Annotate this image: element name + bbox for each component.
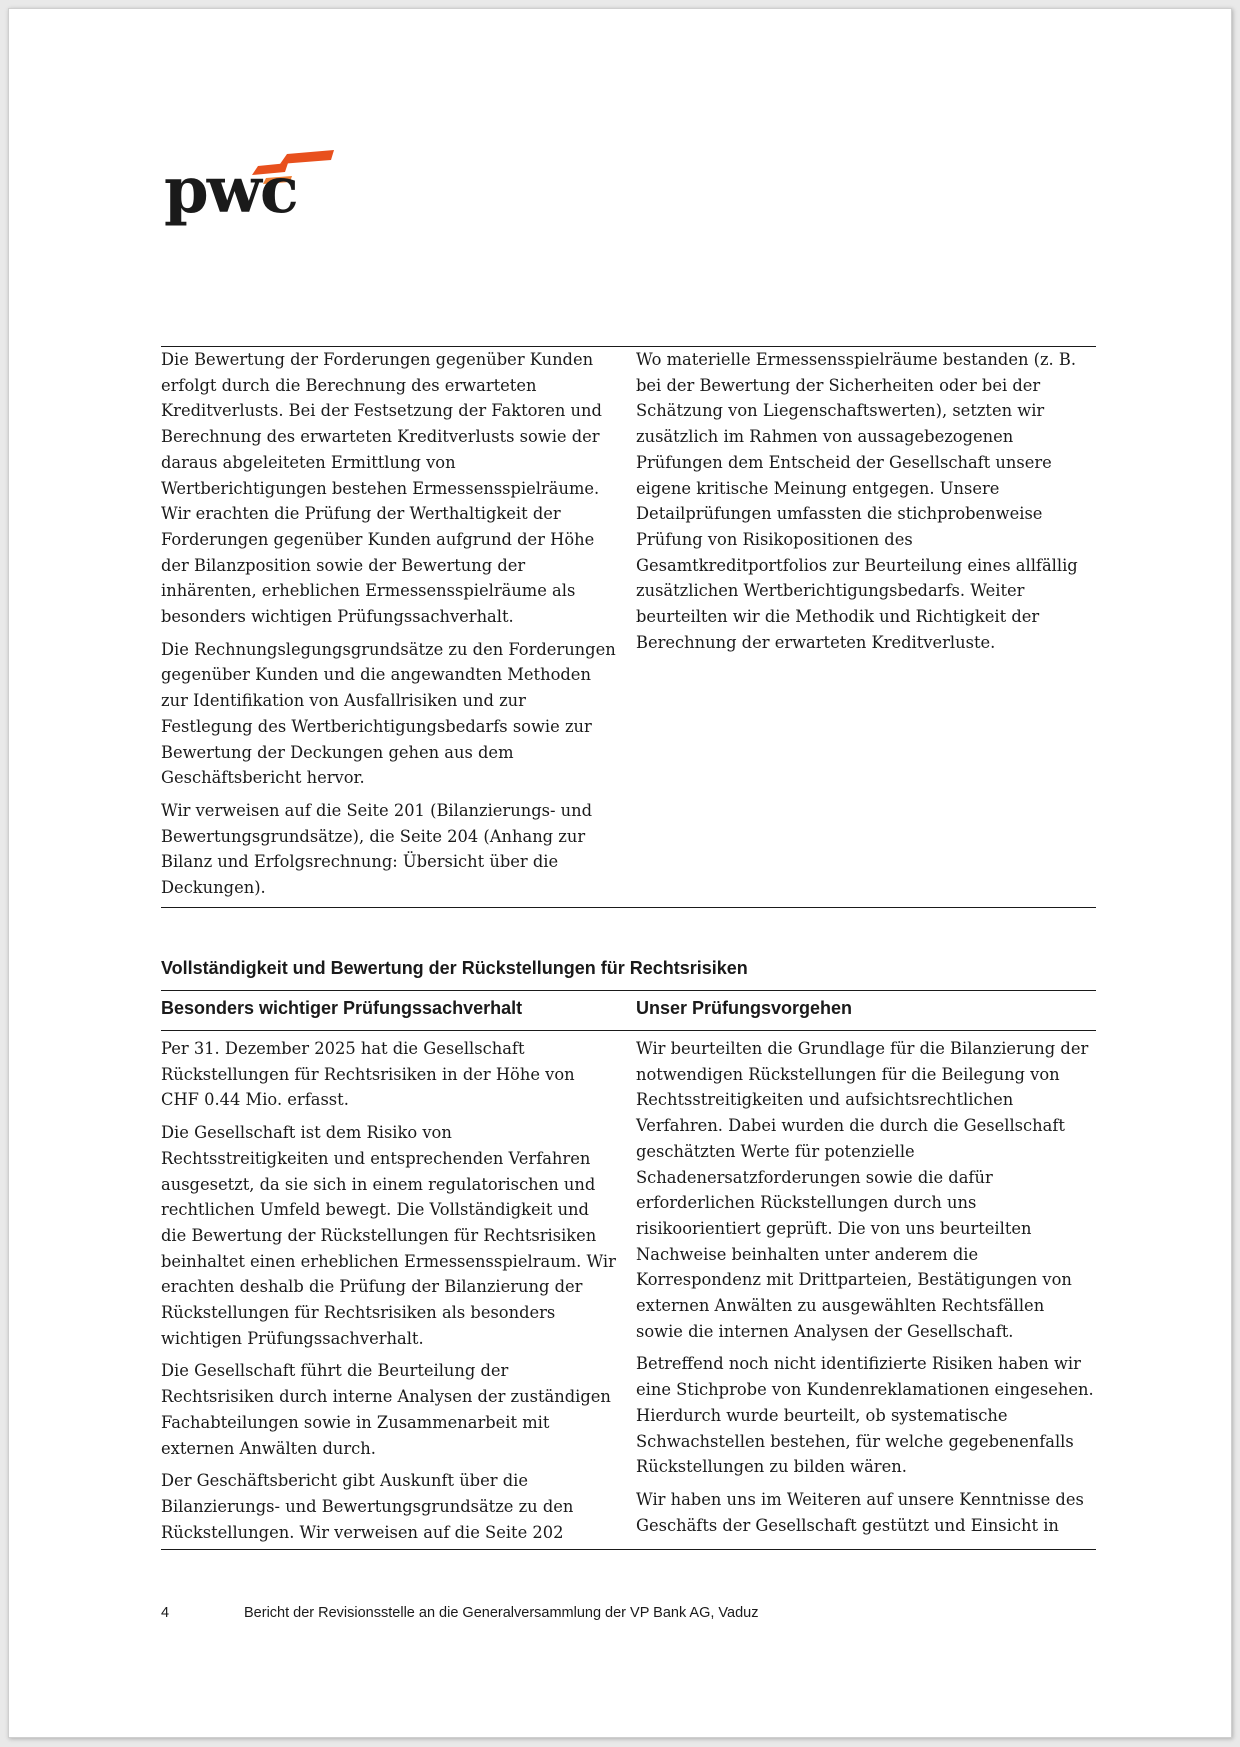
left-column-header: Besonders wichtiger Prüfungssachverhalt [161,998,523,1018]
page-number: 4 [161,1605,170,1621]
paragraph: Wir haben uns im Weiteren auf unsere Kenntnisse des Geschäfts der Gesellschaft gestützt und Einsicht in [636,1489,1084,1535]
column-headers [161,998,1096,1019]
section2-bottom-rule [161,1549,1096,1550]
paragraph: Die Rechnungslegungsgrundsätze zu den Forderungen gegenüber Kunden und die angewandten Methoden zur Identifikation von Ausfallrisiken und zur Festlegung des Wertberichtigungsbedarfs sowie zur Bewertung der Deckungen gehen aus dem Geschäftsbericht hervor. [161,639,616,788]
section1-bottom-rule [161,907,1096,908]
section-receivables [161,347,1096,908]
paragraph: Der Geschäftsbericht gibt Auskunft über die Bilanzierungs- und Bewertungsgrundsätze zu den Rückstellungen. Wir verweisen auf die Seite 202 [161,1471,574,1542]
right-column-header: Unser Prüfungsvorgehen [636,998,853,1018]
paragraph: Wir verweisen auf die Seite 201 (Bilanzierungs- und Bewertungsgrundsätze), die Seite 204 (Anhang zur Bilanz und Erfolgsrechnung: Übersicht über die Deckungen). [161,800,593,898]
title-rule [161,990,1096,991]
pwc-logo [164,148,334,238]
paragraph: Wo materielle Ermessensspielräume bestanden (z. B. bei der Bewertung der Sicherheiten oder bei der Schätzung von Liegenschaftswerten), setzten wir zusätzlich im Rahmen von aussagebezogenen Prüfungen dem Entscheid der Gesellschaft unsere eigene kritische Meinung entgegen. Unsere Detailprüfungen umfassten die stichprobenweise Prüfung von Risikopositionen des Gesamtkreditportfolios zur Beurteilung eines allfällig zusätzlichen Wertberichtigungsbedarfs. Weiter beurteilten wir die Methodik und Richtigkeit der Berechnung der erwarteten Kreditverluste. [636,350,1078,652]
pwc-logo-graphic [164,148,334,238]
footer-text: Bericht der Revisionsstelle an die Generalversammlung der VP Bank AG, Vaduz [244,1605,759,1621]
section-title: Vollständigkeit und Bewertung der Rückstellungen für Rechtsrisiken [161,958,748,978]
paragraph: Die Bewertung der Forderungen gegenüber Kunden erfolgt durch die Berechnung des erwarteten Kreditverlusts. Bei der Festsetzung der Faktoren und Berechnung des erwarteten Kreditverlusts sowie der daraus abgeleiteten Ermittlung von Wertberichtigungen bestehen Ermessensspielräume. Wir erachten die Prüfung der Werthaltigkeit der Forderungen gegenüber Kunden aufgrund der Höhe der Bilanzposition sowie der Bewertung der inhärenten, erheblichen Ermessensspielräume als besonders wichtigen Prüfungssachverhalt. [161,350,602,627]
header-rule [161,1030,1096,1031]
paragraph: Betreffend noch nicht identifizierte Risiken haben wir eine Stichprobe von Kundenreklamationen eingesehen. Hierdurch wurde beurteilt, ob systematische Schwachstellen bestehen, für welche gegebenenfalls Rückstellungen zu bilden wären. [636,1354,1094,1477]
section2-right-column [636,1036,1096,1552]
section1-right-column [636,347,1096,908]
paragraph: Wir beurteilten die Grundlage für die Bilanzierung der notwendigen Rückstellungen für die Beilegung von Rechtsstreitigkeiten und aufsichtsrechtlichen Verfahren. Dabei wurden die durch die Gesellschaft geschätzten Werte für potenzielle Schadenersatzforderungen sowie die dafür erforderlichen Rückstellungen durch uns risikoorientiert geprüft. Die von uns beurteilten Nachweise beinhalten unter anderem die Korrespondenz mit Drittparteien, Bestätigungen von externen Anwälten zu ausgewählten Rechtsfällen sowie die internen Analysen der Gesellschaft. [636,1039,1089,1341]
svg-text:pwc: pwc [164,153,297,228]
paragraph: Per 31. Dezember 2025 hat die Gesellschaft Rückstellungen für Rechtsrisiken in der Höhe von CHF 0.44 Mio. erfasst. [161,1039,575,1110]
section-legal-provisions [161,1036,1096,1552]
section1-left-column [161,347,616,908]
paragraph: Die Gesellschaft ist dem Risiko von Rechtsstreitigkeiten und entsprechenden Verfahren ausgesetzt, da sie sich in einem regulatorischen und rechtlichen Umfeld bewegt. Die Vollständigkeit und die Bewertung der Rückstellungen für Rechtsrisiken beinhaltet einen erheblichen Ermessensspielraum. Wir erachten deshalb die Prüfung der Bilanzierung der Rückstellungen für Rechtsrisiken als besonders wichtigen Prüfungssachverhalt. [161,1123,616,1348]
section2-left-column [161,1036,616,1552]
paragraph: Die Gesellschaft führt die Beurteilung der Rechtsrisiken durch interne Analysen der zuständigen Fachabteilungen sowie in Zusammenarbeit mit externen Anwälten durch. [161,1361,611,1458]
